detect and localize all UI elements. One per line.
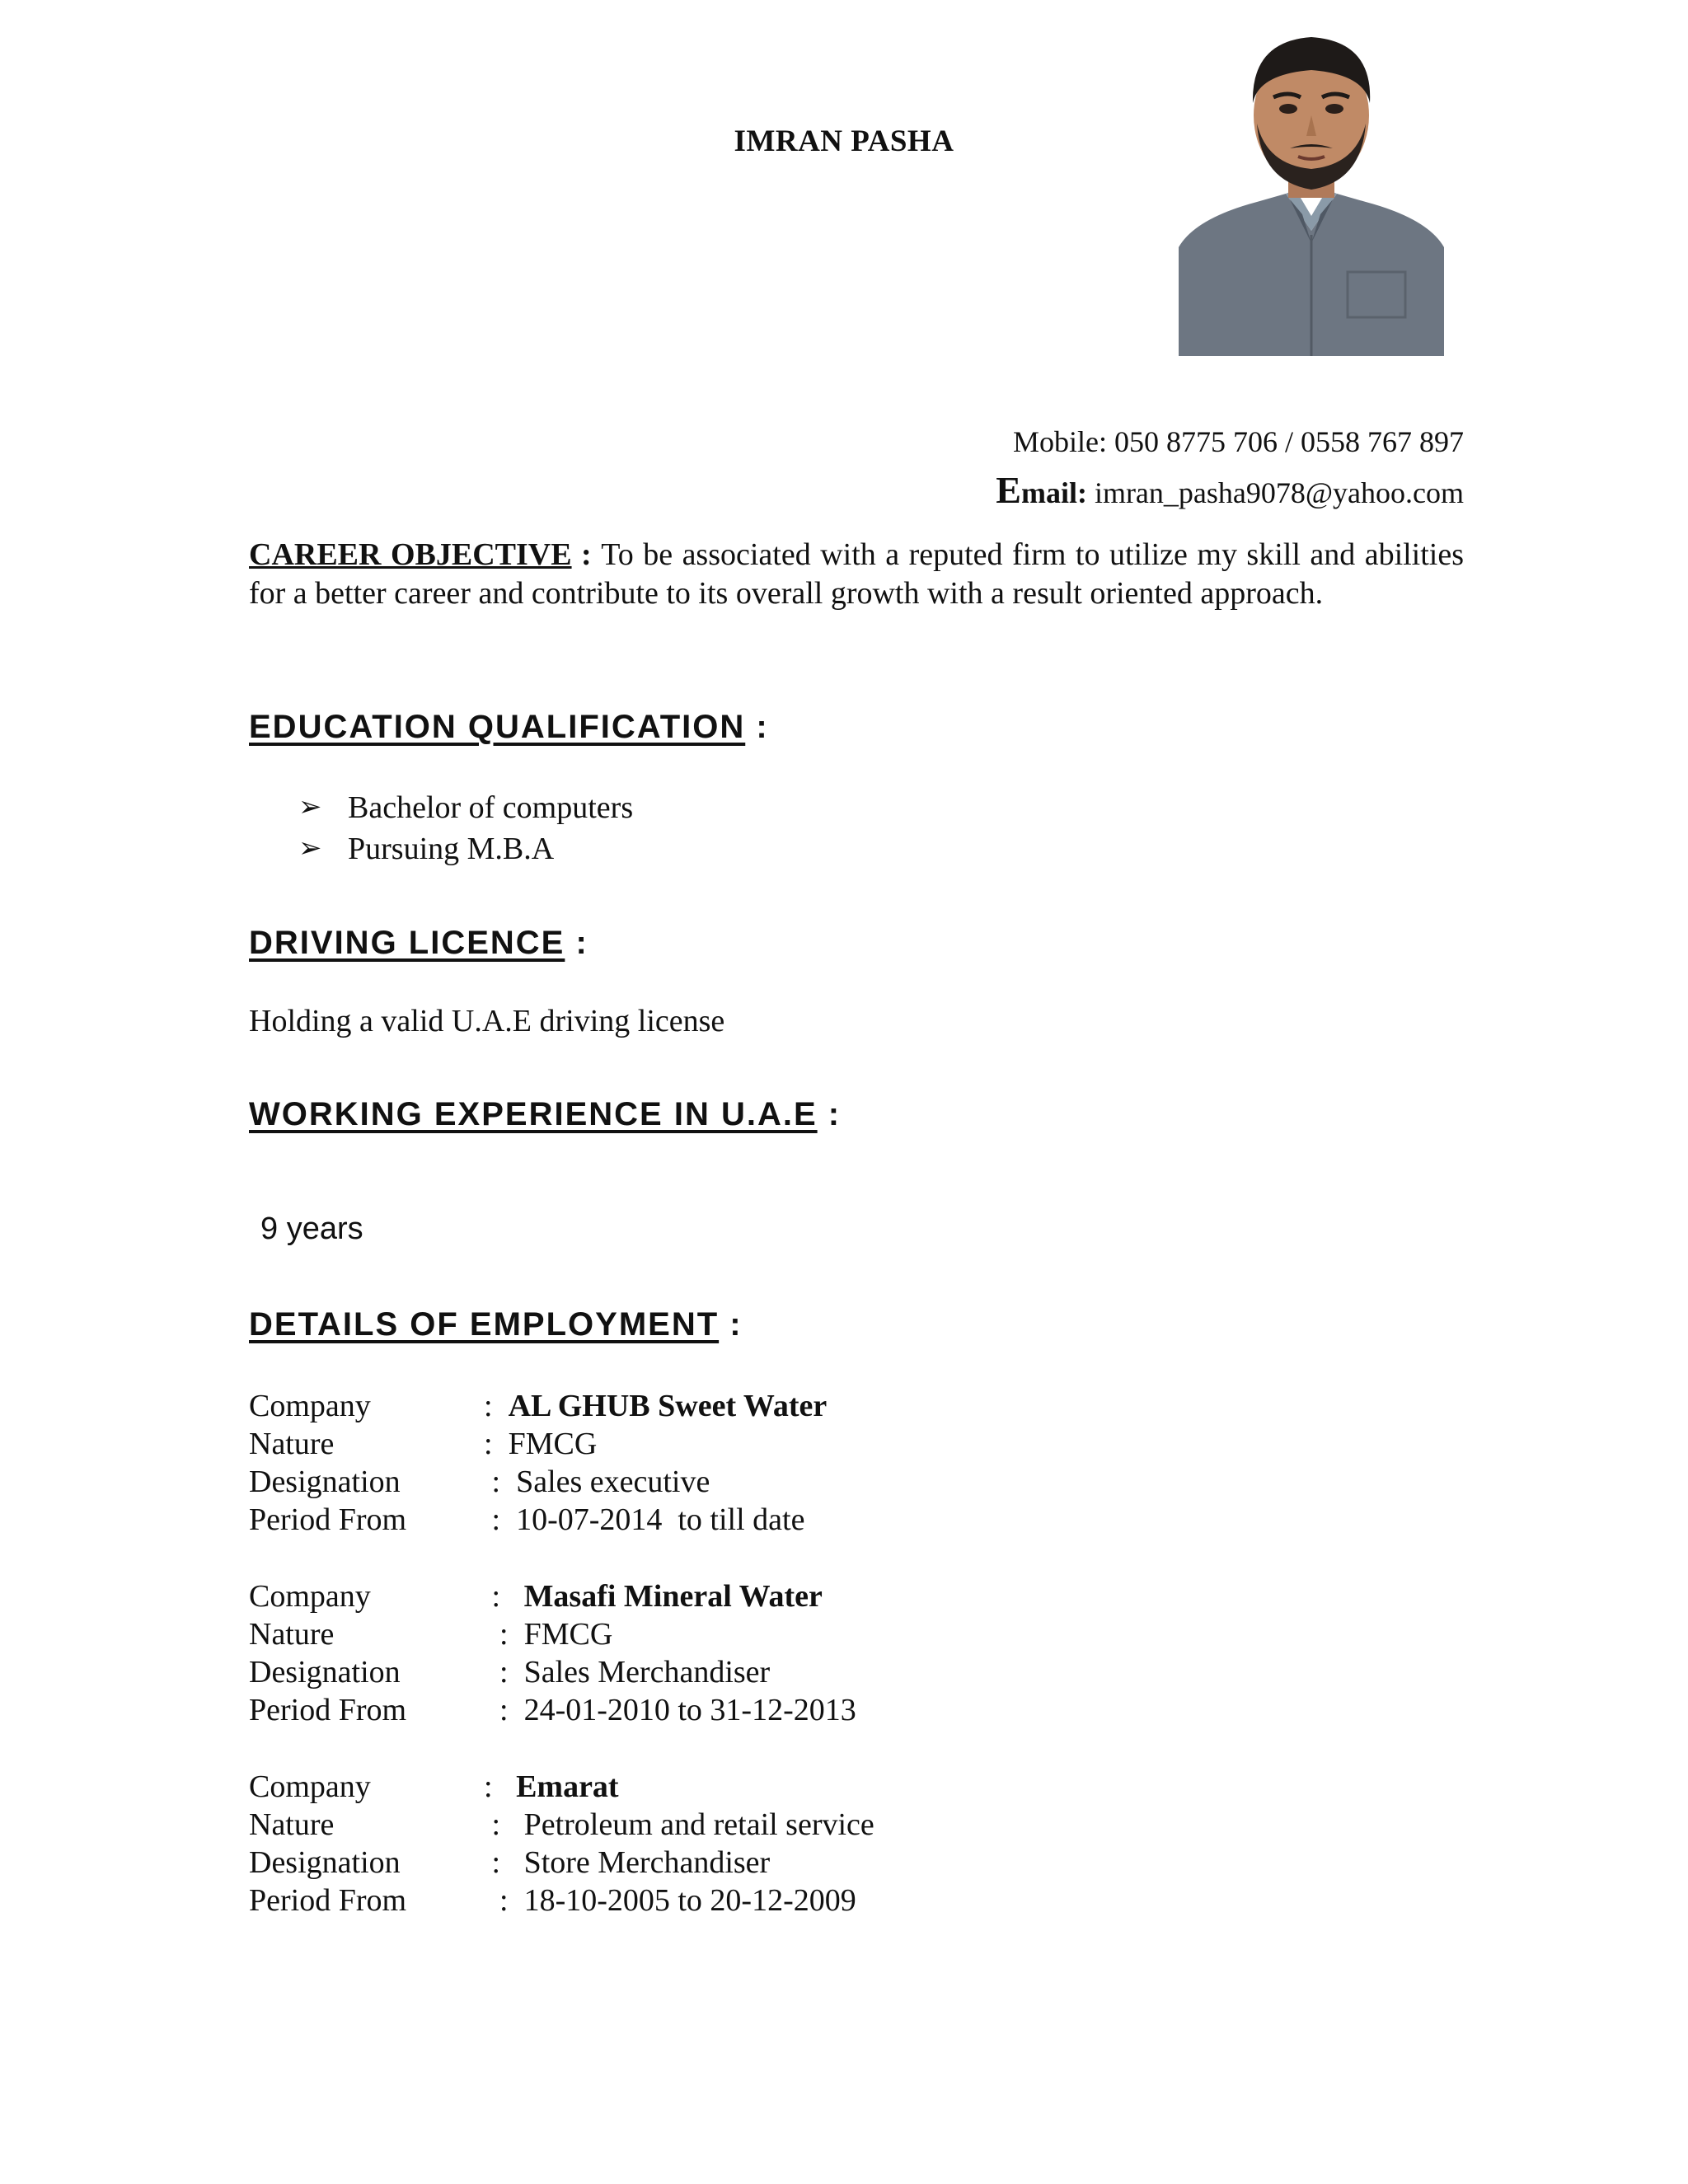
arrow-bullet-icon: ➢: [298, 833, 322, 864]
career-objective: [249, 536, 1464, 613]
employment-entry: [249, 1577, 856, 1729]
company-label: Company: [249, 1579, 371, 1614]
employment-entry: [249, 1387, 827, 1539]
driving-heading-colon: :: [565, 925, 588, 961]
career-objective-separator: :: [571, 537, 602, 572]
nature-label: Nature: [249, 1427, 335, 1461]
company-label: Company: [249, 1389, 371, 1423]
nature-value: FMCG: [523, 1617, 613, 1652]
period-value: 10-07-2014 to till date: [516, 1502, 805, 1537]
education-heading-text: EDUCATION QUALIFICATION: [249, 709, 746, 745]
nature-value: Petroleum and retail service: [523, 1807, 874, 1842]
company-value: Emarat: [516, 1769, 619, 1804]
period-value: 24-01-2010 to 31-12-2013: [523, 1693, 856, 1727]
email-label: mail:: [1020, 476, 1087, 510]
arrow-bullet-icon: ➢: [298, 792, 322, 823]
email-label-initial: E: [996, 469, 1021, 512]
period-row: [249, 1691, 856, 1729]
experience-heading: [249, 1096, 841, 1133]
nature-label: Nature: [249, 1617, 335, 1652]
designation-row: [249, 1463, 827, 1501]
field-separator: :: [484, 1389, 509, 1423]
field-separator: :: [484, 1617, 524, 1652]
period-value: 18-10-2005 to 20-12-2009: [523, 1883, 856, 1918]
designation-label: Designation: [249, 1465, 401, 1499]
employment-entry: [249, 1768, 874, 1919]
designation-row: [249, 1844, 874, 1882]
candidate-name: IMRAN PASHA: [734, 124, 954, 158]
email-address[interactable]: imran_pasha9078@yahoo.com: [1094, 476, 1464, 510]
company-label: Company: [249, 1769, 371, 1804]
company-row: [249, 1768, 874, 1806]
driving-licence-text: Holding a valid U.A.E driving license: [249, 1004, 725, 1038]
field-separator: :: [484, 1807, 524, 1842]
designation-value: Sales Merchandiser: [523, 1655, 771, 1690]
driving-heading: [249, 925, 588, 962]
contact-block: [996, 420, 1464, 518]
field-separator: :: [484, 1465, 517, 1499]
designation-value: Store Merchandiser: [523, 1845, 771, 1880]
experience-years: 9 years: [260, 1212, 363, 1246]
education-item: Pursuing M.B.A: [348, 832, 555, 866]
company-value: AL GHUB Sweet Water: [508, 1389, 828, 1423]
nature-value: FMCG: [508, 1427, 598, 1461]
field-separator: :: [484, 1845, 524, 1880]
field-separator: :: [484, 1769, 517, 1804]
field-separator: :: [484, 1579, 524, 1614]
nature-row: [249, 1806, 874, 1844]
period-label: Period From: [249, 1693, 407, 1727]
designation-row: [249, 1653, 856, 1691]
driving-heading-text: DRIVING LICENCE: [249, 925, 565, 961]
nature-label: Nature: [249, 1807, 335, 1842]
list-item: [298, 828, 633, 869]
career-objective-heading: CAREER OBJECTIVE: [249, 537, 572, 572]
experience-heading-colon: :: [817, 1096, 842, 1132]
designation-label: Designation: [249, 1655, 401, 1690]
designation-value: Sales executive: [516, 1465, 710, 1499]
period-row: [249, 1882, 874, 1919]
profile-photo: [1179, 25, 1444, 356]
employment-heading: [249, 1306, 743, 1343]
education-heading: [249, 709, 769, 746]
experience-heading-text: WORKING EXPERIENCE IN U.A.E: [249, 1096, 818, 1132]
career-objective-text: To be associated with a reputed firm to utilize my skill and abilities for a better career and contribute to its overall growth with a result oriented approach.: [249, 537, 1465, 611]
company-value: Masafi Mineral Water: [523, 1579, 823, 1614]
field-separator: :: [484, 1693, 524, 1727]
list-item: [298, 787, 633, 828]
field-separator: :: [484, 1502, 517, 1537]
field-separator: :: [484, 1655, 524, 1690]
nature-row: [249, 1615, 856, 1653]
education-heading-colon: :: [745, 709, 769, 745]
company-row: [249, 1577, 856, 1615]
field-separator: :: [484, 1427, 509, 1461]
period-label: Period From: [249, 1883, 407, 1918]
mobile-number: Mobile: 050 8775 706 / 0558 767 897: [1013, 425, 1464, 458]
email-line: [996, 463, 1464, 518]
designation-label: Designation: [249, 1845, 401, 1880]
education-list: [298, 787, 633, 869]
employment-heading-text: DETAILS OF EMPLOYMENT: [249, 1306, 720, 1343]
field-separator: :: [484, 1883, 524, 1918]
employment-heading-colon: :: [719, 1306, 743, 1343]
period-label: Period From: [249, 1502, 407, 1537]
education-item: Bachelor of computers: [348, 790, 634, 825]
period-row: [249, 1501, 827, 1539]
company-row: [249, 1387, 827, 1425]
nature-row: [249, 1425, 827, 1463]
